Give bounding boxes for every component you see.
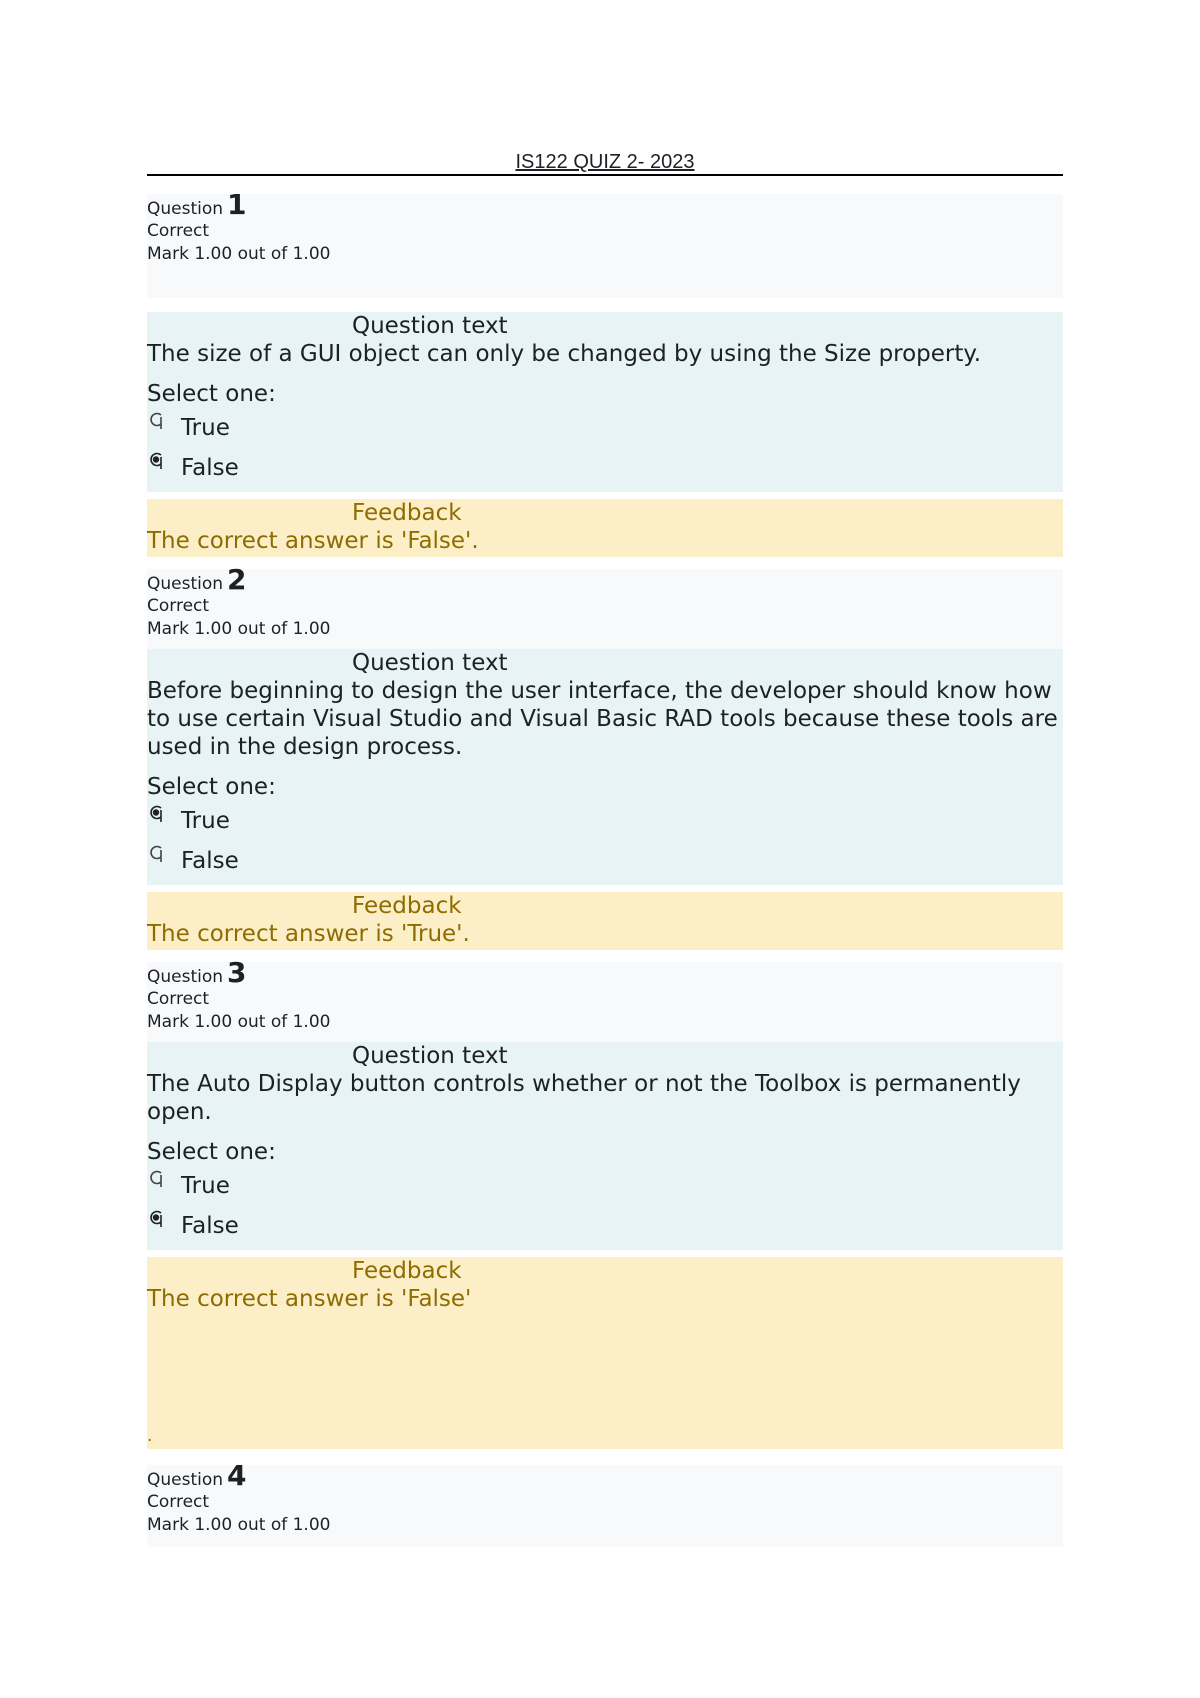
answer-label: False [181, 455, 239, 481]
question-label: Question 3 [147, 956, 247, 989]
title-rule [147, 174, 1063, 176]
question-formulation [147, 312, 1063, 492]
question-number: 2 [227, 563, 247, 596]
question-text: The Auto Display button controls whether or not the Toolbox is permanently open. [147, 1071, 1021, 1125]
feedback-heading: Feedback [352, 500, 462, 526]
feedback-text: The correct answer is 'True'. [147, 921, 470, 947]
select-one-prompt: Select one: [147, 774, 276, 800]
question-mark: Mark 1.00 out of 1.00 [147, 1012, 331, 1032]
question-3 [147, 956, 1063, 1449]
radio-checked-icon[interactable] [147, 801, 181, 841]
feedback-heading: Feedback [352, 893, 462, 919]
question-status: Correct [147, 989, 210, 1009]
feedback-trailer: . [147, 1426, 153, 1446]
select-one-prompt: Select one: [147, 1139, 276, 1165]
question-label: Question 4 [147, 1459, 247, 1492]
answer-label: True [181, 415, 230, 441]
feedback-text: The correct answer is 'False'. [147, 528, 479, 554]
question-mark: Mark 1.00 out of 1.00 [147, 619, 331, 639]
radio-checked-icon[interactable] [147, 448, 181, 488]
answer-option-false[interactable] [147, 448, 1063, 488]
answer-label: False [181, 1213, 239, 1239]
question-info [147, 563, 1063, 649]
question-text: The size of a GUI object can only be changed by using the Size property. [147, 341, 982, 367]
answer-option-true[interactable] [147, 801, 1063, 841]
document-title: IS122 QUIZ 2- 2023 [515, 151, 695, 173]
question-number: 4 [227, 1459, 247, 1492]
answer-option-false[interactable] [147, 1206, 1063, 1246]
feedback-box [147, 1257, 1063, 1449]
radio-unchecked-icon[interactable] [147, 408, 181, 448]
question-label: Question 1 [147, 188, 247, 221]
question-label: Question 2 [147, 563, 247, 596]
feedback-text: The correct answer is 'False' [147, 1286, 472, 1312]
radio-unchecked-icon[interactable] [147, 1166, 181, 1206]
feedback-box [147, 499, 1063, 557]
question-4 [147, 1459, 1063, 1547]
question-2 [147, 563, 1063, 950]
question-text-heading: Question text [352, 313, 508, 339]
question-number: 1 [227, 188, 247, 221]
question-status: Correct [147, 1492, 210, 1512]
question-text-heading: Question text [352, 650, 508, 676]
answer-label: False [181, 848, 239, 874]
question-mark: Mark 1.00 out of 1.00 [147, 244, 331, 264]
feedback-heading: Feedback [352, 1258, 462, 1284]
question-formulation [147, 649, 1063, 885]
question-mark: Mark 1.00 out of 1.00 [147, 1515, 331, 1535]
answer-label: True [181, 808, 230, 834]
select-one-prompt: Select one: [147, 381, 276, 407]
answer-label: True [181, 1173, 230, 1199]
feedback-box [147, 892, 1063, 950]
question-text: Before beginning to design the user interface, the developer should know how to use certain Visual Studio and Visual Basic RAD tools because these tools are used in the design process. [147, 678, 1058, 760]
question-1 [147, 188, 1063, 557]
question-text-heading: Question text [352, 1043, 508, 1069]
question-info [147, 956, 1063, 1042]
answer-option-true[interactable] [147, 408, 1063, 448]
question-formulation [147, 1042, 1063, 1250]
question-info [147, 1459, 1063, 1547]
answer-option-false[interactable] [147, 841, 1063, 881]
radio-checked-icon[interactable] [147, 1206, 181, 1246]
question-info [147, 188, 1063, 298]
quiz-page [147, 150, 1063, 1559]
question-status: Correct [147, 221, 210, 241]
answer-option-true[interactable] [147, 1166, 1063, 1206]
question-status: Correct [147, 596, 210, 616]
radio-unchecked-icon[interactable] [147, 841, 181, 881]
question-number: 3 [227, 956, 247, 989]
